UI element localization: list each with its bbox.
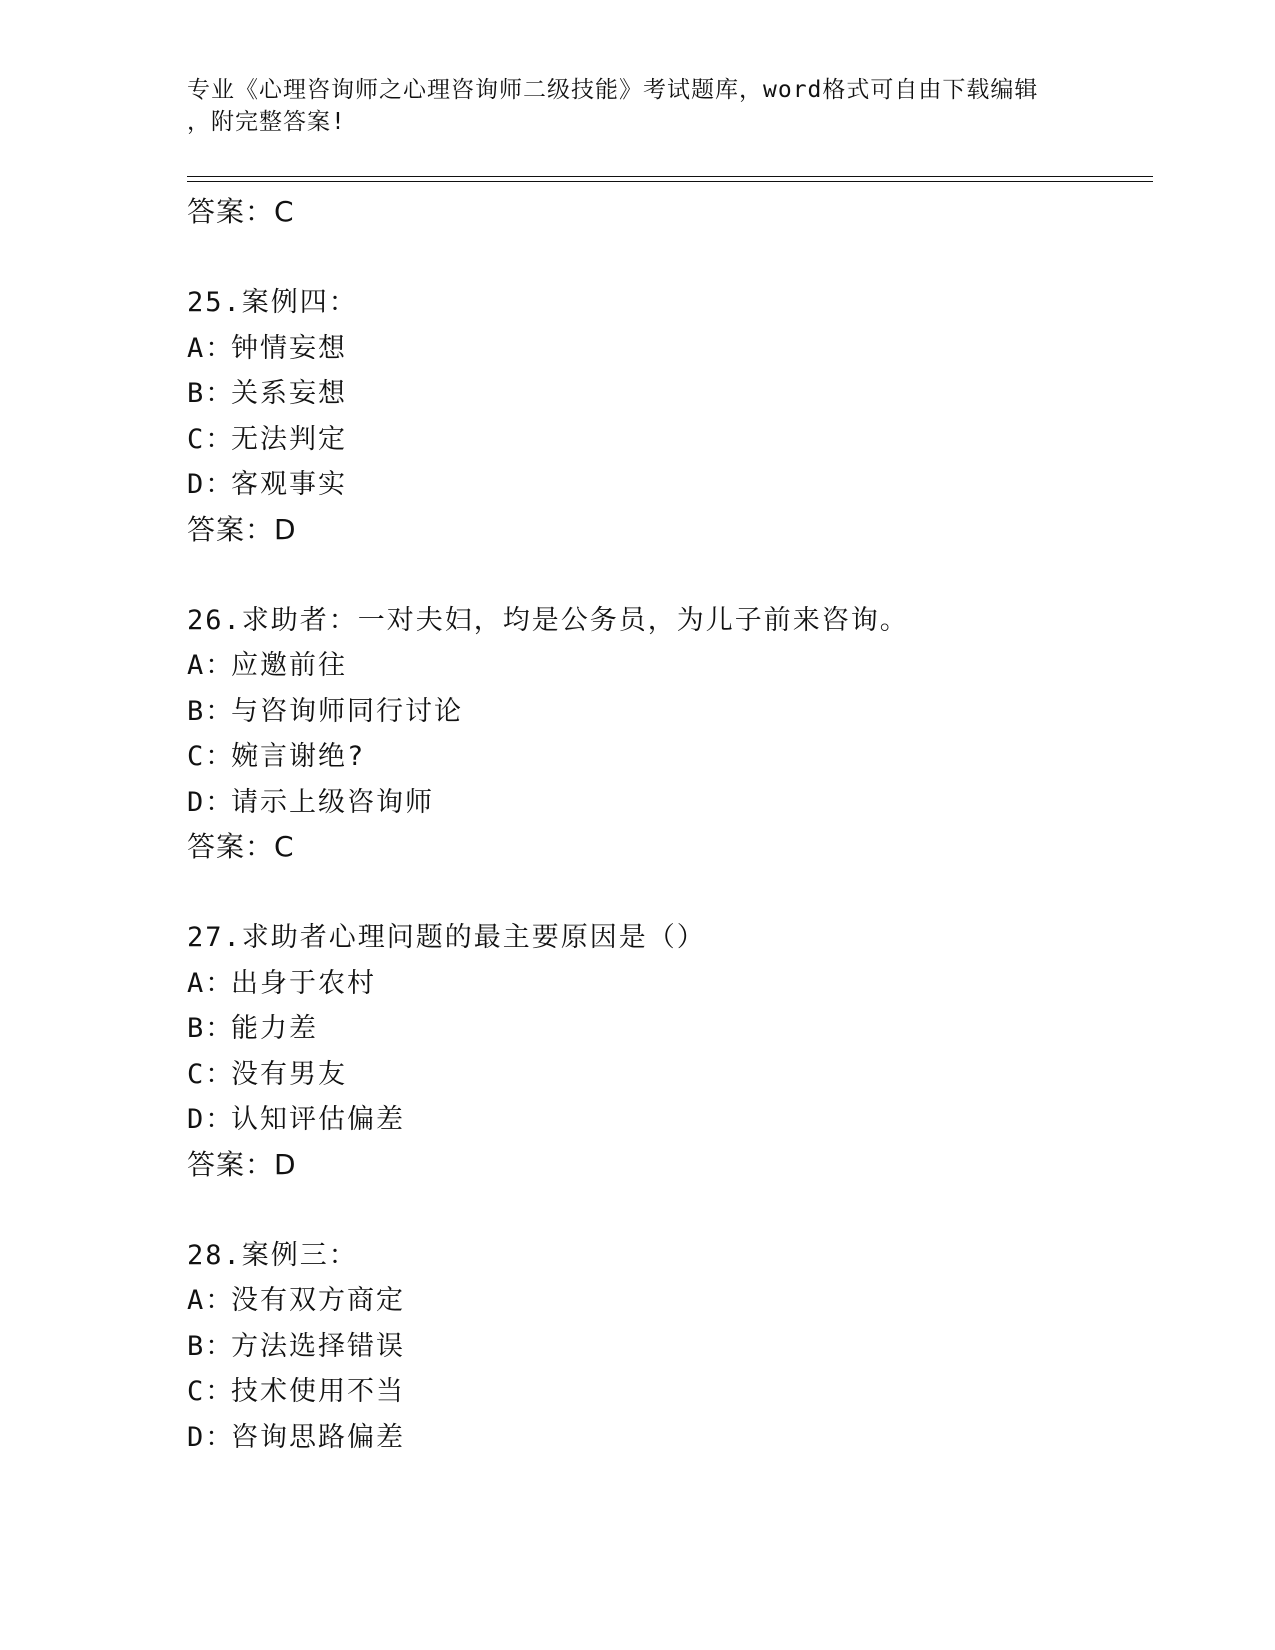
option-b [187,689,1153,735]
option-key: C： [187,1058,235,1090]
question-28 [187,1233,1153,1461]
option-key: C： [187,741,235,772]
option-a [187,1278,1153,1324]
answer-line: 答案：C [187,195,295,228]
option-a [187,643,1153,689]
answer-line: 答案：D [187,512,297,546]
option-b [187,1324,1153,1370]
option-key: A： [187,332,235,364]
option-b [187,1006,1153,1052]
option-a [187,961,1153,1007]
option-key: A： [187,1285,235,1316]
option-a [187,326,1153,372]
question-25 [187,280,1153,552]
option-text: 没有双方商定 [231,1285,405,1316]
answer-line: 答案：D [187,1147,297,1181]
option-c [187,417,1153,463]
option-key: B： [187,695,235,727]
question-26 [187,598,1153,870]
option-text: 应邀前往 [231,650,347,681]
option-d [187,1097,1153,1143]
header-divider-bottom [187,181,1153,182]
question-title: 25.案例四： [187,287,358,318]
option-key: B： [187,1013,235,1044]
option-key: D： [187,1104,235,1135]
option-key: C： [187,423,235,455]
option-text: 婉言谢绝? [231,741,366,772]
option-key: B： [187,378,235,409]
header-divider-top [187,176,1153,177]
header-line-2: ，附完整答案! [187,109,346,135]
option-text: 认知评估偏差 [231,1104,405,1135]
option-text: 出身于农村 [231,967,376,999]
question-27 [187,915,1153,1187]
option-text: 没有男友 [231,1058,347,1090]
option-key: D： [187,469,235,500]
option-key: D： [187,1421,235,1453]
option-text: 技术使用不当 [231,1376,405,1407]
option-text: 能力差 [231,1013,318,1044]
option-key: B： [187,1330,235,1362]
option-d [187,462,1153,508]
option-text: 无法判定 [231,423,347,455]
option-c [187,1052,1153,1098]
question-title: 26.求助者：一对夫妇，均是公务员，为儿子前来咨询。 [187,604,909,636]
option-text: 与咨询师同行讨论 [231,695,463,727]
option-text: 客观事实 [231,469,347,500]
option-key: C： [187,1376,235,1407]
document-header [187,74,1067,138]
header-line-1: 专业《心理咨询师之心理咨询师二级技能》考试题库，word格式可自由下载编辑 [187,77,1039,103]
question-title: 27.求助者心理问题的最主要原因是（） [187,922,706,953]
option-text: 请示上级咨询师 [231,786,434,818]
option-text: 咨询思路偏差 [231,1421,405,1453]
option-key: A： [187,967,235,999]
option-key: D： [187,786,235,818]
option-key: A： [187,650,235,681]
question-title: 28.案例三： [187,1239,358,1271]
option-text: 钟情妄想 [231,332,347,364]
answer-line: 答案：C [187,830,295,863]
option-text: 方法选择错误 [231,1330,405,1362]
option-c [187,1369,1153,1415]
option-b [187,371,1153,417]
option-c [187,734,1153,780]
question-list [187,190,1153,1460]
option-d [187,780,1153,826]
option-d [187,1415,1153,1461]
option-text: 关系妄想 [231,378,347,409]
